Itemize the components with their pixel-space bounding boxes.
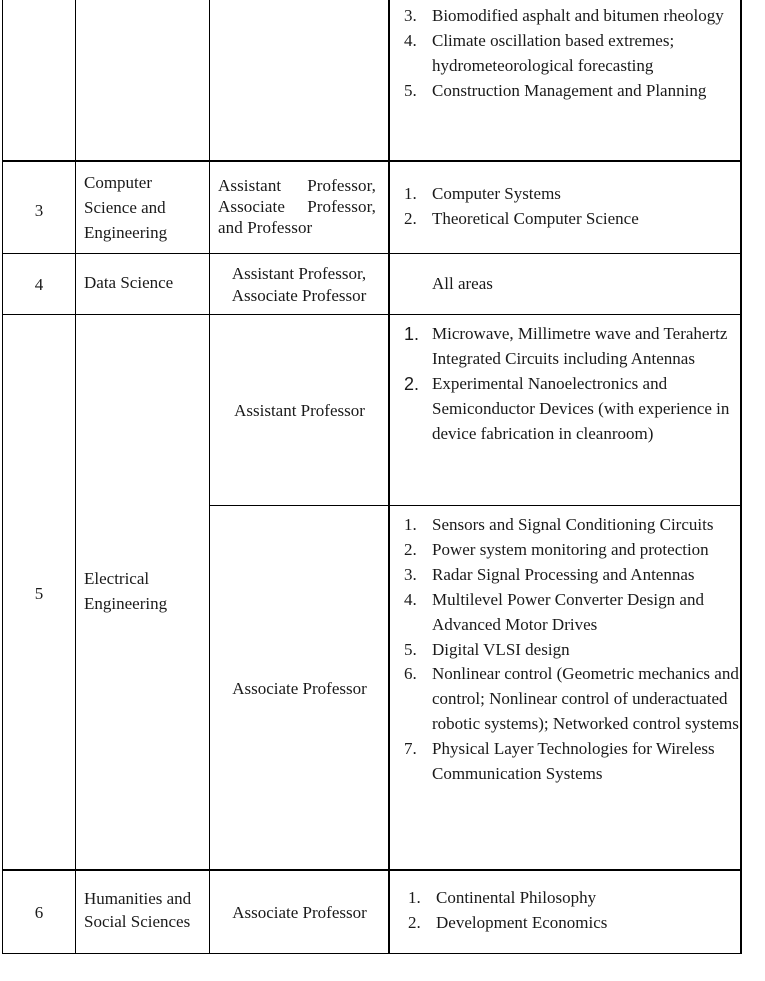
research-areas-list [394, 886, 734, 936]
research-areas-list [390, 322, 730, 447]
list-item: All areas [432, 274, 493, 293]
row-number: 5 [34, 584, 44, 603]
list-item: 5. Construction Management and Planning [404, 80, 707, 100]
department-name: Humanities and Social Sciences [84, 889, 192, 931]
list-item: 6. Nonlinear control (Geometric mechanics and control; Nonlinear control of underactuated robotic systems); Networked control systems [404, 664, 739, 734]
list-item: 5. Digital VLSI design [404, 639, 570, 659]
list-item: 3. Biomodified asphalt and bitumen rheology [404, 6, 724, 25]
list-item: 1. Microwave, Millimetre wave and Terahertz Integrated Circuits including Antennas [404, 324, 728, 368]
list-item: 2. Theoretical Computer Science [404, 208, 639, 228]
row-divider [2, 869, 742, 871]
row-divider [2, 160, 742, 162]
department-name: Electrical Engineering [84, 569, 168, 613]
list-item: 1. Sensors and Signal Conditioning Circuits [404, 515, 714, 534]
row-number: 6 [34, 903, 44, 922]
list-item: 1. Continental Philosophy [408, 888, 597, 907]
position-title: Assistant Professor, Associate Professor, and Professor [218, 176, 376, 237]
table-border-right [740, 0, 742, 954]
department-name: Computer Science and Engineering [84, 173, 168, 242]
row-divider [2, 314, 742, 315]
column-divider [388, 0, 390, 954]
row-divider [209, 505, 742, 506]
list-item: 2. Development Economics [408, 912, 608, 932]
research-areas-list [390, 182, 730, 232]
list-item: 2. Experimental Nanoelectronics and Semiconductor Devices (with experience in device fabrication in cleanroom) [404, 373, 730, 443]
list-item: 4. Multilevel Power Converter Design and Advanced Motor Drives [404, 589, 704, 634]
row-number: 4 [34, 275, 44, 294]
list-item: 2. Power system monitoring and protection [404, 539, 709, 559]
position-title: Assistant Professor [234, 401, 365, 420]
research-areas-list [390, 513, 740, 787]
list-item: 4. Climate oscillation based extremes; hydrometeorological forecasting [404, 30, 675, 75]
research-areas-list [390, 272, 730, 297]
position-title: Associate Professor [232, 679, 367, 698]
department-name: Data Science [84, 273, 174, 292]
list-item: 1. Computer Systems [404, 184, 561, 203]
research-areas-list [390, 4, 730, 104]
position-title: Assistant Professor, Associate Professor [231, 264, 367, 305]
list-item: 7. Physical Layer Technologies for Wireless Communication Systems [404, 739, 715, 784]
list-item: 3. Radar Signal Processing and Antennas [404, 564, 695, 584]
position-title: Associate Professor [232, 903, 367, 922]
table-border-bottom [2, 953, 742, 954]
table-border-left [2, 0, 3, 954]
column-divider [209, 0, 210, 954]
row-divider [2, 253, 742, 254]
row-number: 3 [34, 201, 44, 220]
column-divider [75, 0, 76, 954]
